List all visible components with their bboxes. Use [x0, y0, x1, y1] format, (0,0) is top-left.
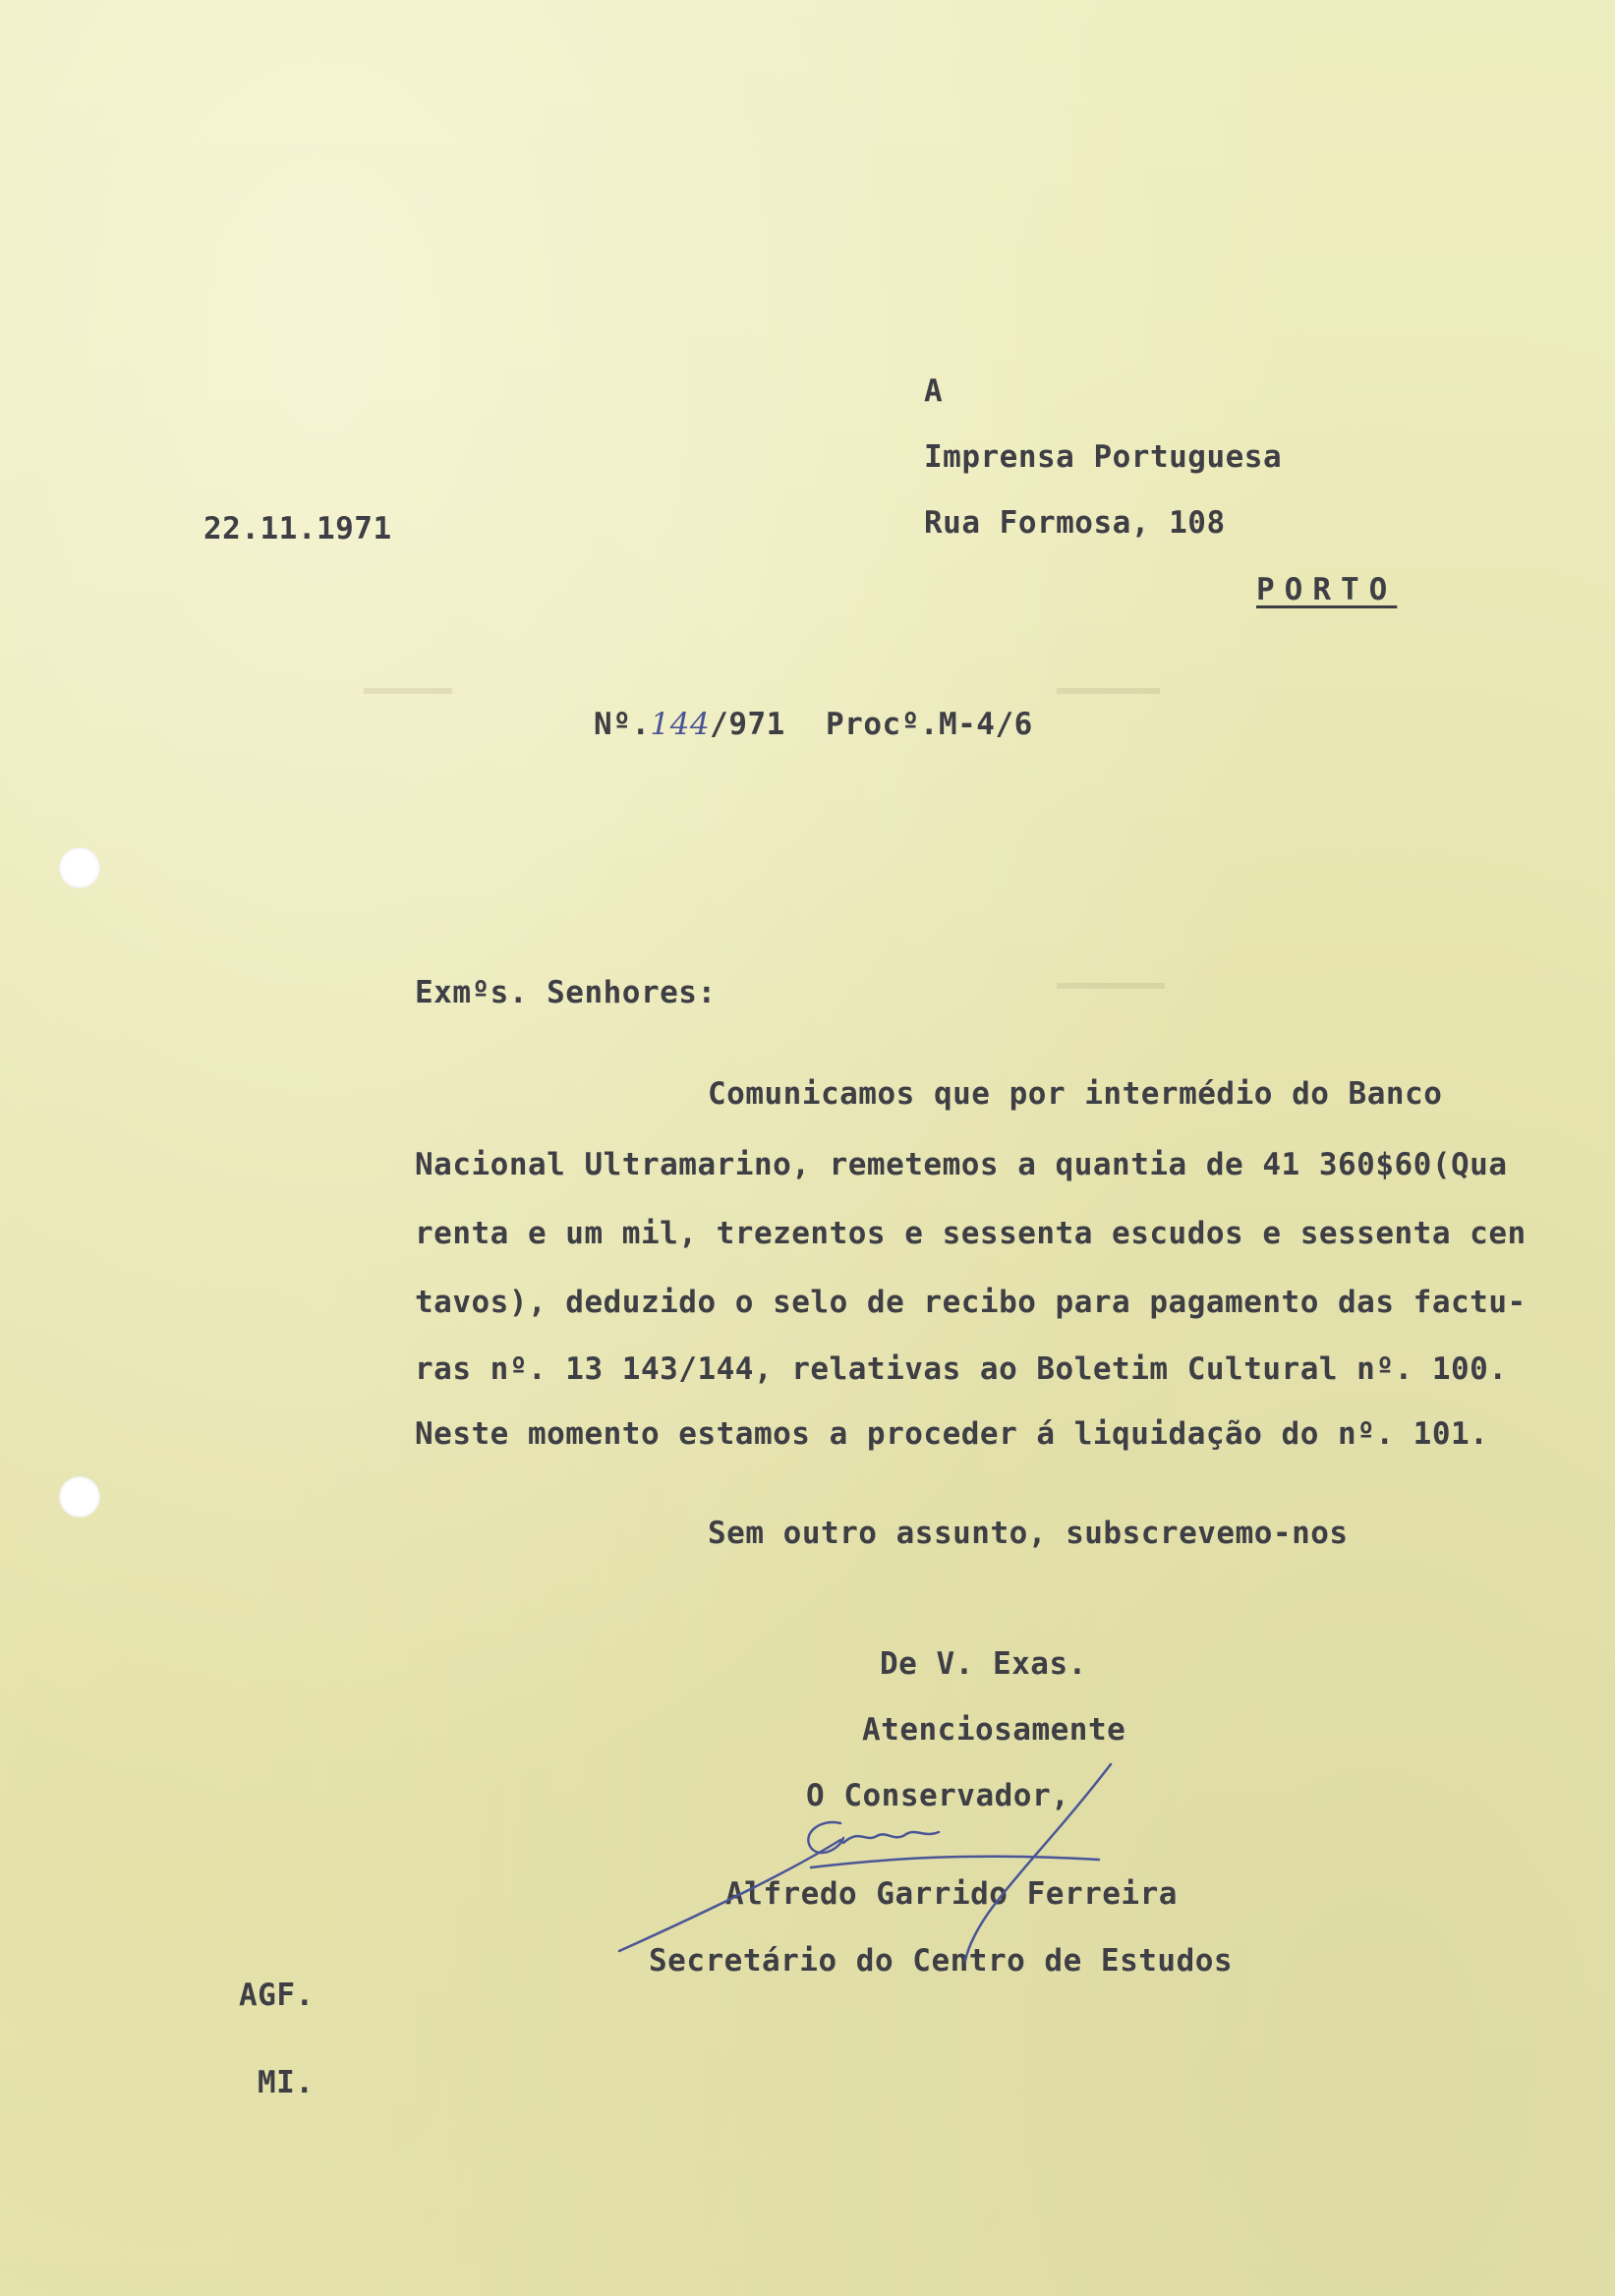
closing-line: Sem outro assunto, subscrevemo-nos	[708, 1516, 1349, 1551]
body-line: Neste momento estamos a proceder á liquidação do nº. 101.	[415, 1416, 1489, 1452]
body-line: Comunicamos que por intermédio do Banco	[708, 1076, 1443, 1112]
letter-date: 22.11.1971	[203, 511, 392, 546]
sign-off-line1: De V. Exas.	[880, 1646, 1087, 1682]
punch-hole-top	[59, 847, 100, 889]
body-line: ras nº. 13 143/144, relativas ao Boletim Cultural nº. 100.	[415, 1351, 1508, 1387]
reference-process: Procº.M-4/6	[826, 707, 1033, 742]
recipient-name: Imprensa Portuguesa	[924, 439, 1283, 475]
signatory-role: Secretário do Centro de Estudos	[649, 1943, 1234, 1979]
recipient-street: Rua Formosa, 108	[924, 505, 1226, 541]
punch-hole-bottom	[59, 1476, 100, 1518]
signatory-name: Alfredo Garrido Ferreira	[725, 1876, 1178, 1912]
reference-number-suffix: /971	[710, 707, 785, 742]
signature-stroke	[965, 1764, 1111, 1961]
initials-line: MI.	[258, 2065, 315, 2100]
body-line: Nacional Ultramarino, remetemos a quantia de 41 360$60(Qua	[415, 1147, 1508, 1182]
signature-stroke	[843, 1832, 939, 1843]
paper-smudge	[364, 688, 452, 694]
body-line: renta e um mil, trezentos e sessenta escudos e sessenta cen	[415, 1216, 1527, 1251]
sign-off-line2: Atenciosamente	[862, 1712, 1126, 1748]
reference-number-prefix: Nº.	[594, 707, 651, 742]
body-line: tavos), deduzido o selo de recibo para pagamento das factu-	[415, 1285, 1527, 1320]
handwritten-signature	[600, 1750, 1150, 1985]
signature-stroke	[811, 1857, 1099, 1867]
reference-number-handwritten: 144	[650, 707, 711, 742]
salutation: Exmºs. Senhores:	[415, 975, 717, 1010]
signature-stroke	[619, 1840, 840, 1951]
reference-line	[594, 707, 785, 742]
signatory-title: O Conservador,	[806, 1778, 1070, 1813]
recipient-prefix: A	[924, 373, 944, 409]
paper-smudge	[1057, 688, 1160, 694]
initials-line: AGF.	[239, 1978, 315, 2013]
recipient-city: PORTO	[1256, 572, 1398, 607]
paper-smudge	[1057, 983, 1165, 989]
